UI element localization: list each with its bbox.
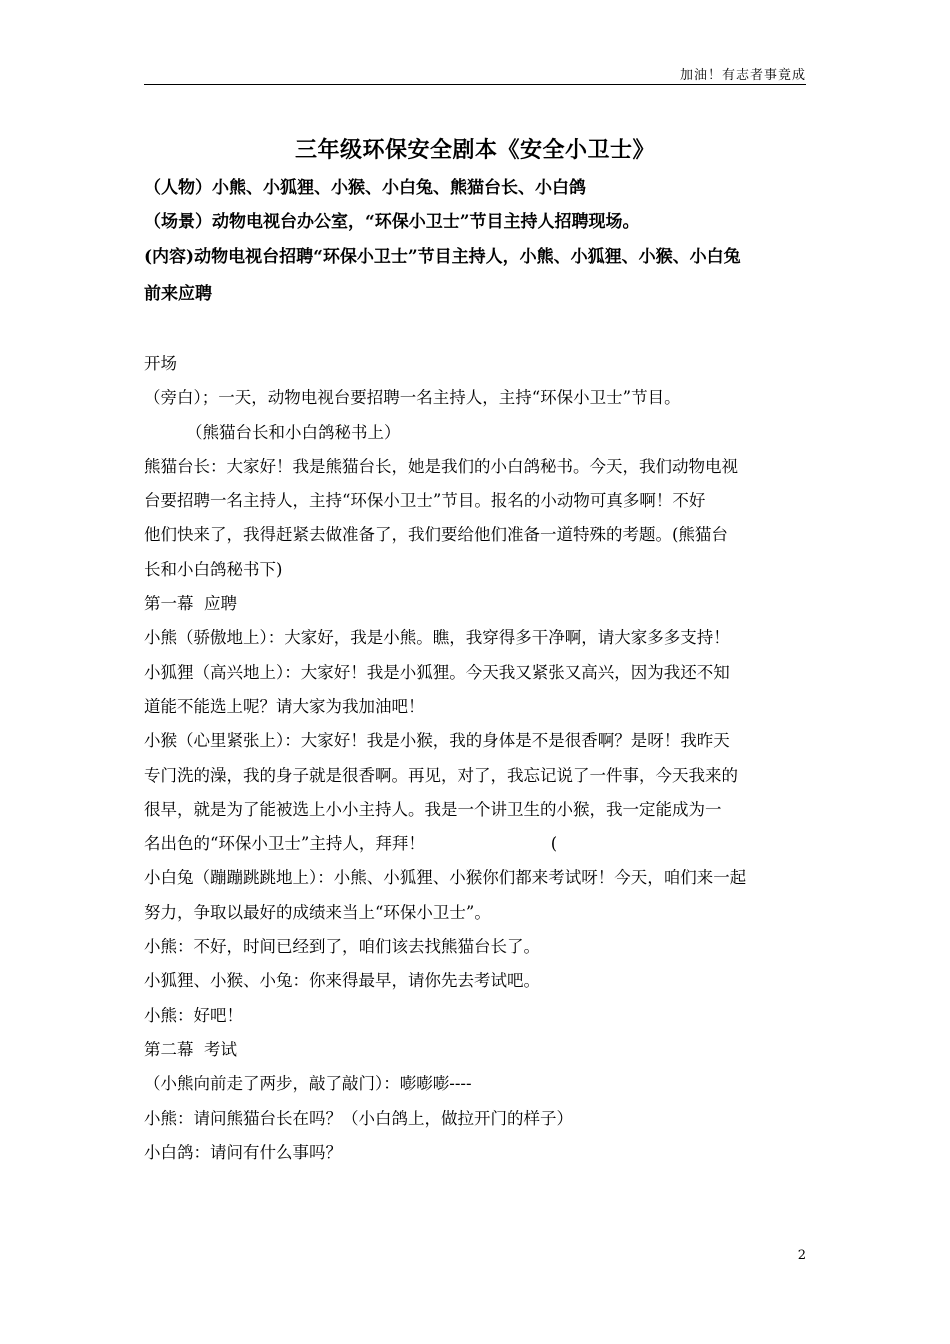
- script-line: 小猴（心里紧张上）：大家好！我是小猴，我的身体是不是很香啊？是呀！我昨天: [144, 731, 730, 751]
- script-line: 很早，就是为了能被选上小小主持人。我是一个讲卫生的小猴，我一定能成为一: [144, 799, 722, 819]
- script-line: 小狐狸、小猴、小兔：你来得最早，请你先去考试吧。: [144, 971, 540, 991]
- script-line: 小熊：不好，时间已经到了，咱们该去找熊猫台长了。: [144, 937, 540, 957]
- script-line: 努力，争取以最好的成绩来当上“环保小卫士”。: [144, 902, 491, 922]
- script-line: 台要招聘一名主持人，主持“环保小卫士”节目。报名的小动物可真多啊！不好: [144, 491, 706, 511]
- content-line-1: (内容)动物电视台招聘“环保小卫士”节目主持人，小熊、小狐狸、小猴、小白兔: [144, 247, 741, 267]
- script-body: [144, 347, 808, 1170]
- content-line-2: 前来应聘: [144, 284, 212, 304]
- script-line: 第二幕 考试: [144, 1039, 237, 1059]
- script-line: 长和小白鸽秘书下): [144, 559, 283, 579]
- script-line: 名出色的“环保小卫士”主持人，拜拜！ (: [144, 834, 558, 854]
- script-line: （熊猫台长和小白鸽秘书上）: [144, 422, 401, 442]
- script-line: （小熊向前走了两步，敲了敲门）：嘭嘭嘭----: [144, 1074, 472, 1094]
- script-line: 小白鸽：请问有什么事吗？: [144, 1142, 342, 1162]
- page-number: 2: [797, 1248, 806, 1263]
- scene-line: （场景）动物电视台办公室，“环保小卫士”节目主持人招聘现场。: [144, 212, 640, 232]
- header-divider: [144, 84, 806, 85]
- header-motto: 加油！有志者事竟成: [679, 68, 806, 83]
- script-line: 小白兔（蹦蹦跳跳地上）：小熊、小狐狸、小猴你们都来考试呀！今天，咱们来一起: [144, 868, 747, 888]
- document-title: 三年级环保安全剧本《安全小卫士》: [294, 137, 655, 163]
- script-line: 小熊：请问熊猫台长在吗？（小白鸽上，做拉开门的样子）: [144, 1108, 573, 1128]
- characters-line: （人物）小熊、小狐狸、小猴、小白兔、熊猫台长、小白鸽: [144, 178, 586, 198]
- script-line: 熊猫台长：大家好！我是熊猫台长，她是我们的小白鸽秘书。今天，我们动物电视: [144, 456, 738, 476]
- script-line: 第一幕 应聘: [144, 594, 237, 614]
- script-line: （旁白）；一天，动物电视台要招聘一名主持人，主持“环保小卫士”节目。: [144, 388, 681, 408]
- script-line: 道能不能选上呢？请大家为我加油吧！: [144, 696, 425, 716]
- script-line: 开场: [144, 354, 177, 373]
- script-line: 他们快来了，我得赶紧去做准备了，我们要给他们准备一道特殊的考题。(熊猫台: [144, 525, 728, 545]
- script-line: 小熊（骄傲地上）：大家好，我是小熊。瞧，我穿得多干净啊，请大家多多支持！: [144, 628, 730, 648]
- script-line: 专门洗的澡，我的身子就是很香啊。再见，对了，我忘记说了一件事，今天我来的: [144, 765, 738, 785]
- script-line: 小狐狸（高兴地上）：大家好！我是小狐狸。今天我又紧张又高兴，因为我还不知: [144, 662, 730, 682]
- script-line: 小熊：好吧！: [144, 1005, 243, 1025]
